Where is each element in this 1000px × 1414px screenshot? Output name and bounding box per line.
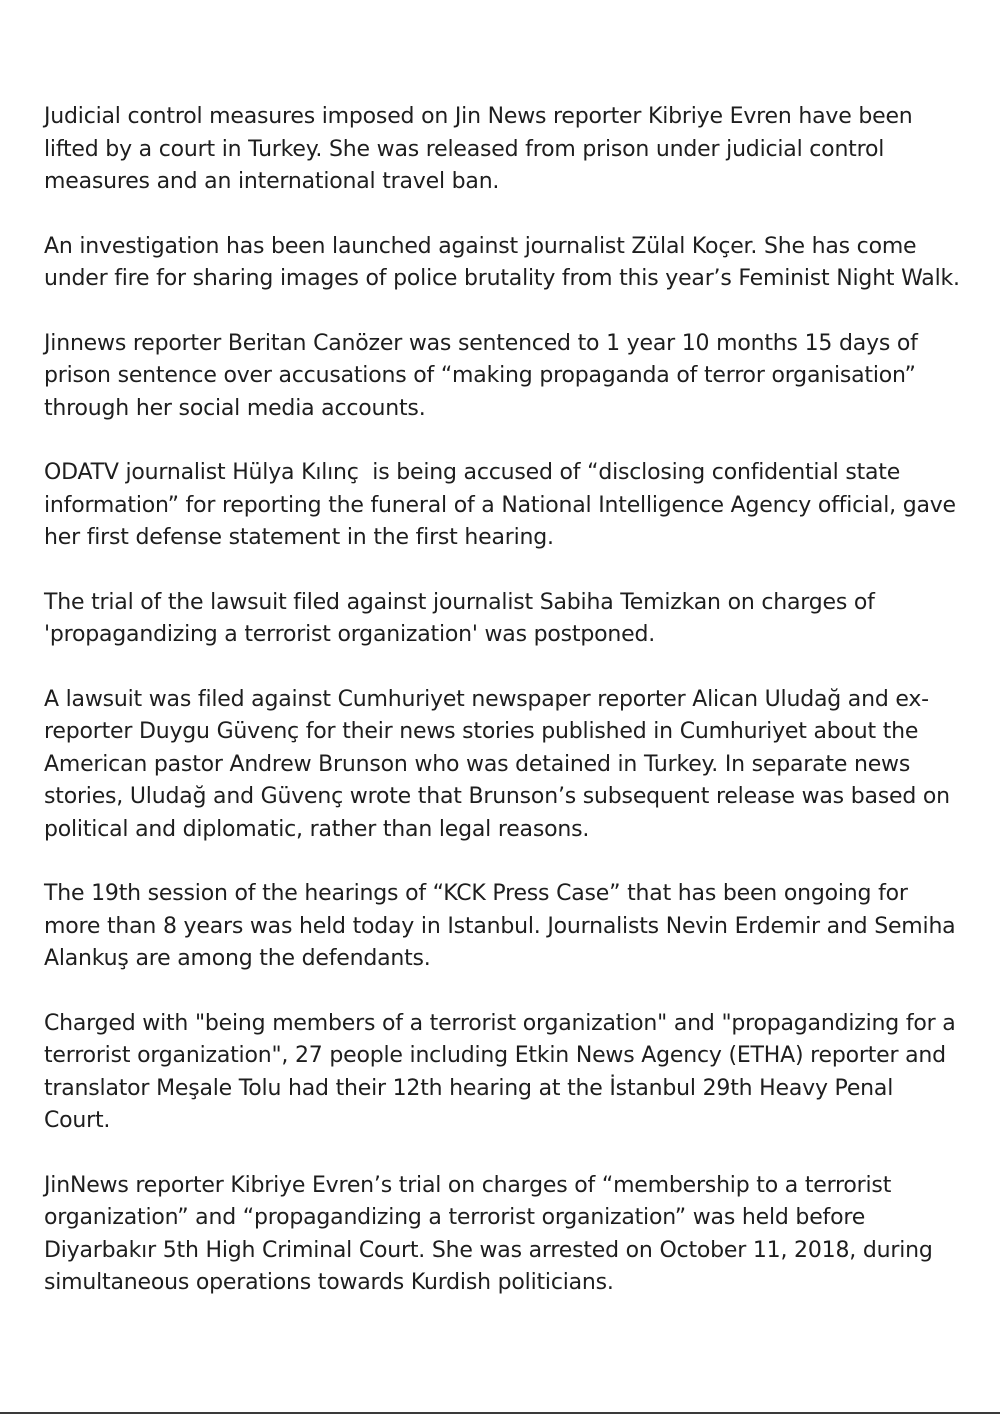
paragraph-hulya-kilinc-hearing: ODATV journalist Hülya Kılınç is being accused of “disclosing confidential state information” for reporting the funeral of a National Intelligence Agency official, gave her first defense statement in the first hearing. (44, 460, 963, 550)
paragraph-zulal-kocer-investigation: An investigation has been launched against journalist Zülal Koçer. She has come under fire for sharing images of police brutality from this year’s Feminist Night Walk. (44, 233, 960, 291)
paragraph-beritan-canozer-sentence: Jinnews reporter Beritan Canözer was sentenced to 1 year 10 months 15 days of prison sentence over accusations of “making propaganda of terror organisation” through her social media accounts. (44, 330, 925, 421)
paragraph-kibriye-evren-trial: JinNews reporter Kibriye Evren’s trial on charges of “membership to a terrorist organization” and “propagandizing a terrorist organization” was held before Diyarbakır 5th High Criminal Court. She was arrested on October 11, 2018, during simultaneous operations towards Kurdish politicians. (44, 1172, 940, 1295)
paragraph-cumhuriyet-lawsuit: A lawsuit was filed against Cumhuriyet newspaper reporter Alican Uludağ and ex-reporter Duygu Güvenç for their news stories published in Cumhuriyet about the American pastor Andrew Brunson who was detained in Turkey. In separate news stories, Uludağ and Güvenç wrote that Brunson’s subsequent release was based on political and diplomatic, rather than legal reasons. (44, 686, 957, 842)
paragraph-sabiha-temizkan-trial: The trial of the lawsuit filed against journalist Sabiha Temizkan on charges of 'propagandizing a terrorist organization' was postponed. (44, 589, 882, 647)
paragraph-kck-press-case: The 19th session of the hearings of “KCK Press Case” that has been ongoing for more than 8 years was held today in Istanbul. Journalists Nevin Erdemir and Semiha Alankuş are among the defendants. (44, 881, 963, 971)
news-body (44, 101, 964, 1332)
paragraph-kibriye-evren-release: Judicial control measures imposed on Jin News reporter Kibriye Evren have been lifted by a court in Turkey. She was released from prison under judicial control measures and an international travel ban. (44, 104, 920, 194)
paragraph-mesale-tolu-hearing: Charged with "being members of a terrorist organization" and "propagandizing for a terrorist organization", 27 people including Etkin News Agency (ETHA) reporter and translator Meşale Tolu had their 12th hearing at the İstanbul 29th Heavy Penal Court. (44, 1010, 963, 1133)
